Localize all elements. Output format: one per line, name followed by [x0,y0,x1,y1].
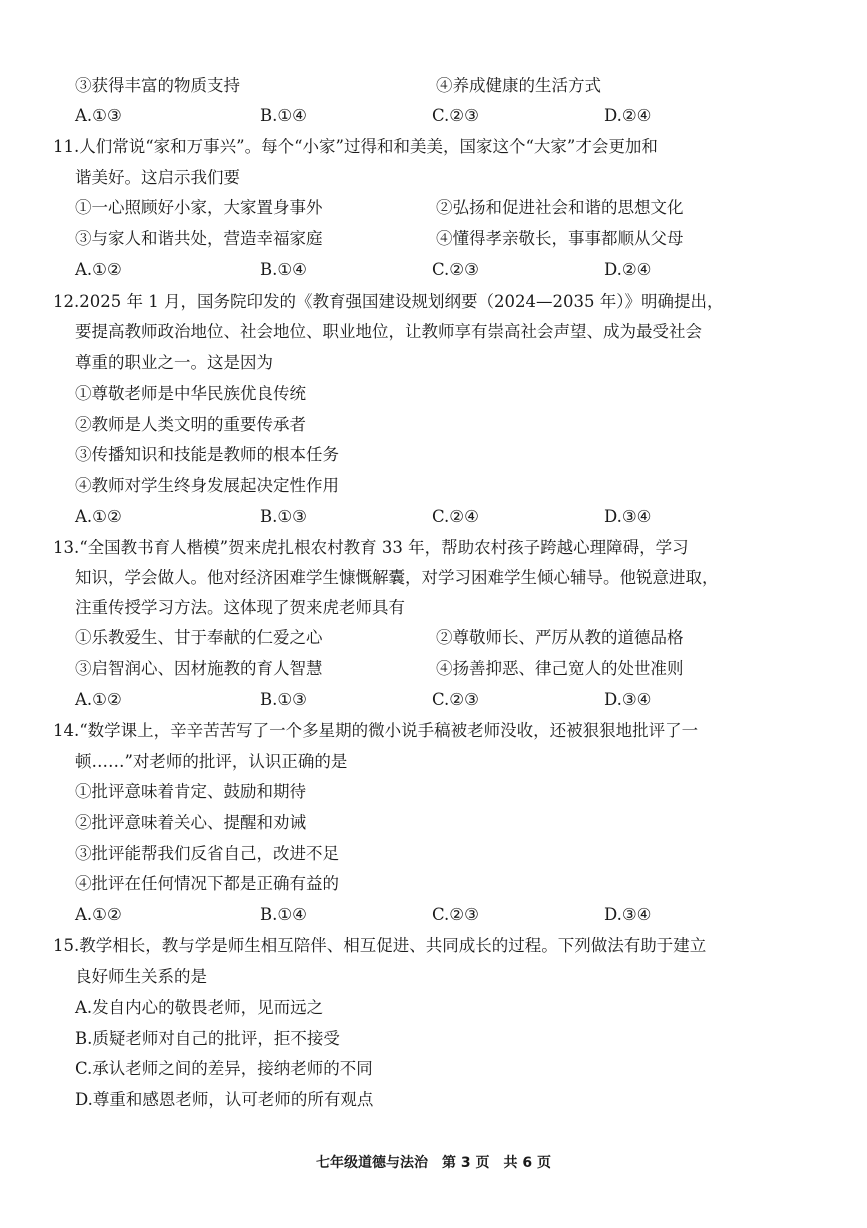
choice-c: C.承认老师之间的差异，接纳老师的不同 [75,1059,373,1078]
choice-b: B.①④ [260,905,307,924]
choice-c: C.②③ [432,690,479,709]
option-line: ②教师是人类文明的重要传承者 [75,415,306,434]
choice-d: D.②④ [604,260,652,279]
choice-c: C.②③ [432,260,479,279]
option-line: ④养成健康的生活方式 [436,76,601,95]
choice-c: C.②④ [432,507,479,526]
option-line: ④教师对学生终身发展起决定性作用 [75,476,339,495]
option-line: ①乐教爱生、甘于奉献的仁爱之心 [75,628,323,647]
question-stem: 谐美好。这启示我们要 [75,168,240,187]
choice-a: A.①② [75,507,122,526]
option-line: ④懂得孝亲敬长，事事都顺从父母 [436,229,684,248]
question-stem: 要提高教师政治地位、社会地位、职业地位，让教师享有崇高社会声望、成为最受社会 [75,322,702,341]
question-stem: 13.“全国教书育人楷模”贺来虎扎根农村教育 33 年，帮助农村孩子跨越心理障碍，学习 [53,538,689,557]
choice-d: D.尊重和感恩老师，认可老师的所有观点 [75,1090,374,1109]
option-line: ③传播知识和技能是教师的根本任务 [75,445,339,464]
question-stem: 12.2025 年 1 月，国务院印发的《教育强国建设规划纲要（2024—2035 年）》明确提出， [53,292,724,311]
option-line: ①尊敬老师是中华民族优良传统 [75,384,306,403]
option-line: ④扬善抑恶、律己宽人的处世准则 [436,659,684,678]
question-stem: 14.“数学课上，辛辛苦苦写了一个多星期的微小说手稿被老师没收，还被狠狠地批评了一 [53,721,699,740]
choice-c: C.②③ [432,106,479,125]
choice-d: D.②④ [604,106,652,125]
option-line: ①批评意味着肯定、鼓励和期待 [75,782,306,801]
choice-b: B.①③ [260,507,307,526]
option-line: ③启智润心、因材施教的育人智慧 [75,659,323,678]
choice-a: A.①② [75,260,122,279]
question-stem: 15.教学相长，教与学是师生相互陪伴、相互促进、共同成长的过程。下列做法有助于建立 [53,936,707,955]
option-line: ④批评在任何情况下都是正确有益的 [75,874,339,893]
choice-a: A.①③ [75,106,122,125]
option-line: ①一心照顾好小家，大家置身事外 [75,198,323,217]
question-stem: 11.人们常说“家和万事兴”。每个“小家”过得和和美美，国家这个“大家”才会更加和 [53,137,658,156]
option-line: ③获得丰富的物质支持 [75,76,240,95]
question-stem: 顿……”对老师的批评，认识正确的是 [75,752,348,771]
choice-a: A.①② [75,690,122,709]
choice-c: C.②③ [432,905,479,924]
choice-d: D.③④ [604,905,652,924]
question-stem: 良好师生关系的是 [75,967,207,986]
option-line: ②尊敬师长、严厉从教的道德品格 [436,628,684,647]
choice-d: D.③④ [604,507,652,526]
page-footer: 七年级道德与法治 第 3 页 共 6 页 [316,1155,551,1171]
choice-b: B.①③ [260,690,307,709]
option-line: ②弘扬和促进社会和谐的思想文化 [436,198,684,217]
choice-a: A.①② [75,905,122,924]
option-line: ③与家人和谐共处，营造幸福家庭 [75,229,323,248]
choice-b: B.①④ [260,260,307,279]
option-line: ②批评意味着关心、提醒和劝诫 [75,813,306,832]
question-stem: 尊重的职业之一。这是因为 [75,353,273,372]
choice-b: B.质疑老师对自己的批评，拒不接受 [75,1029,340,1048]
option-line: ③批评能帮我们反省自己，改进不足 [75,844,339,863]
question-stem: 注重传授学习方法。这体现了贺来虎老师具有 [75,598,405,617]
choice-a: A.发自内心的敬畏老师，见而远之 [75,998,324,1017]
choice-b: B.①④ [260,106,307,125]
question-stem: 知识，学会做人。他对经济困难学生慷慨解囊，对学习困难学生倾心辅导。他锐意进取， [75,568,719,587]
choice-d: D.③④ [604,690,652,709]
